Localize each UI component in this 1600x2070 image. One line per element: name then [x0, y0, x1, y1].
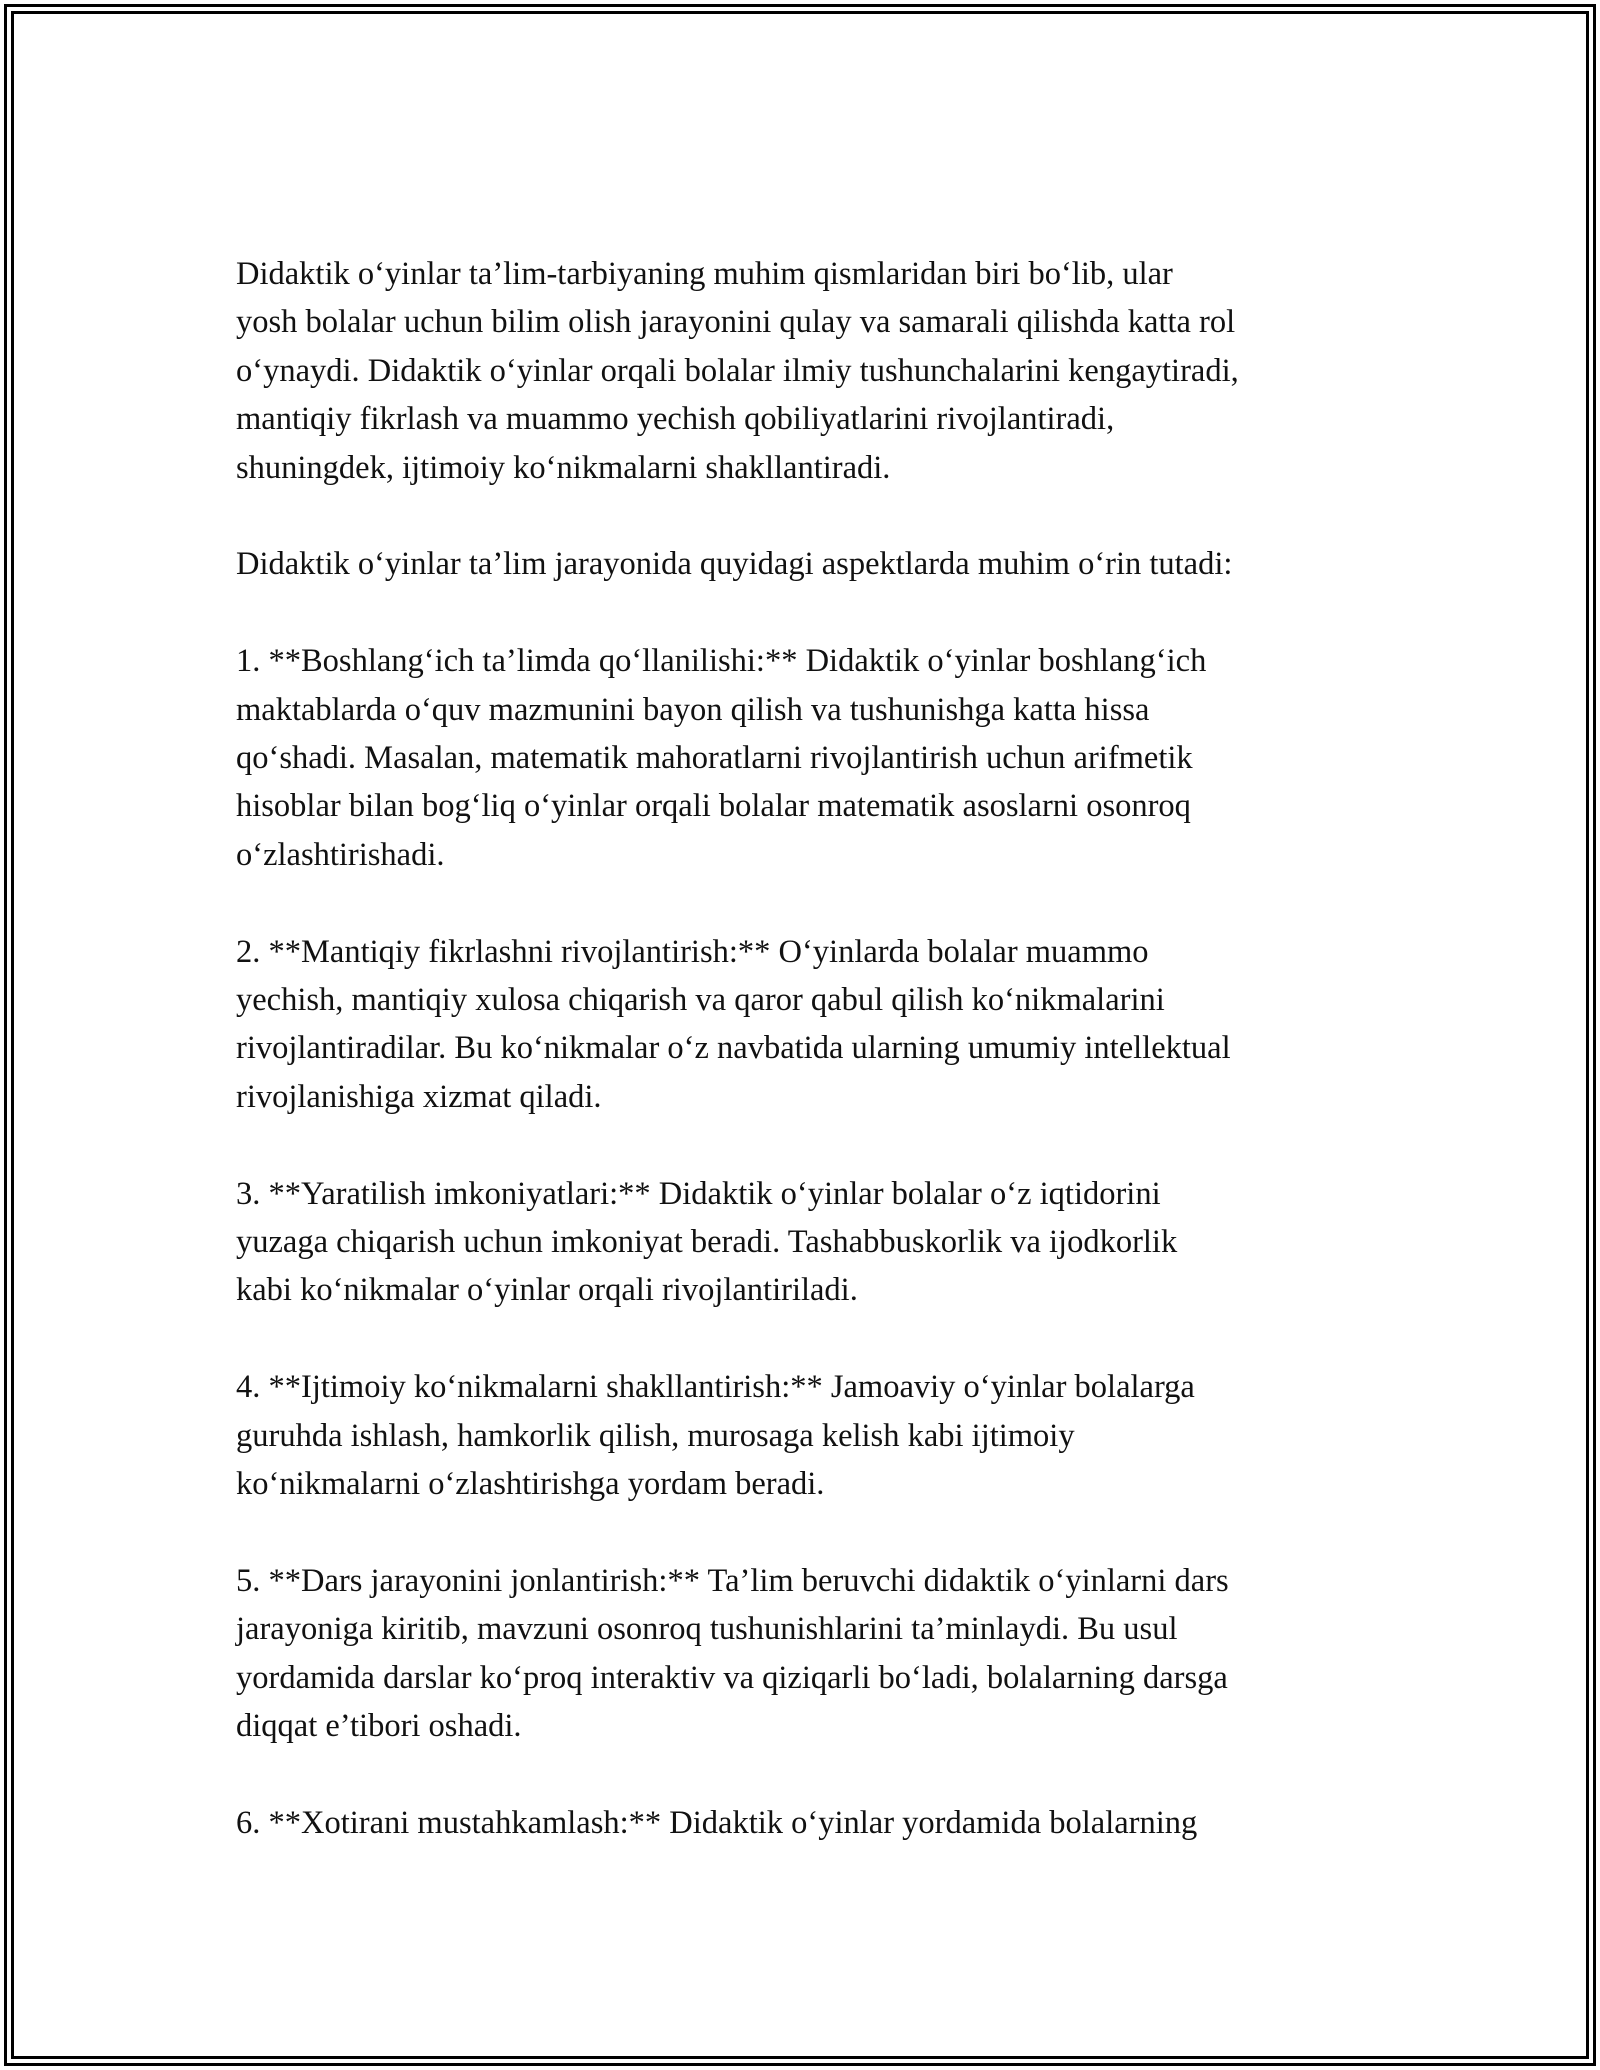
lead-paragraph: Didaktik o‘yinlar ta’lim jarayonida quyidagi aspektlarda muhim o‘rin tutadi:: [236, 546, 1233, 583]
list-item-1: 1. **Boshlang‘ich ta’limda qo‘llanilishi:** Didaktik o‘yinlar boshlang‘ich maktablarda o‘quv mazmunini bayon qilish va tushunishga katta hissa qo‘shadi. Masalan, matematik mahoratlarni rivojlantirish uchun arifmetik hisoblar bilan bog‘liq o‘yinlar orqali bolalar matematik asoslarni osonroq o‘zlashtirishadi.: [236, 643, 1207, 873]
list-item-2: 2. **Mantiqiy fikrlashni rivojlantirish:** O‘yinlarda bolalar muammo yechish, mantiqiy xulosa chiqarish va qaror qabul qilish ko‘nikmalarini rivojlantiradilar. Bu ko‘nikmalar o‘z navbatida ularning umumiy intellektual rivojlanishiga xizmat qiladi.: [236, 933, 1231, 1115]
list-item-5: 5. **Dars jarayonini jonlantirish:** Ta’lim beruvchi didaktik o‘yinlarni dars jarayoniga kiritib, mavzuni osonroq tushunishlarini ta’minlaydi. Bu usul yordamida darslar ko‘proq interaktiv va qiziqarli bo‘ladi, bolalarning darsga diqqat e’tibori oshadi.: [236, 1562, 1229, 1745]
document-body: [236, 250, 1386, 1896]
intro-paragraph: Didaktik o‘yinlar ta’lim-tarbiyaning muhim qismlaridan biri bo‘lib, ular yosh bolalar uchun bilim olish jarayonini qulay va samarali qilishda katta rol o‘ynaydi. Didaktik o‘yinlar orqali bolalar ilmiy tushunchalarini kengaytiradi, mantiqiy fikrlash va muammo yechish qobiliyatlarini rivojlantiradi, shuningdek, ijtimoiy ko‘nikmalarni shakllantiradi.: [236, 256, 1239, 486]
list-item-4: 4. **Ijtimoiy ko‘nikmalarni shakllantirish:** Jamoaviy o‘yinlar bolalarga guruhda ishlash, hamkorlik qilish, murosaga kelish kabi ijtimoiy ko‘nikmalarni o‘zlashtirishga yordam beradi.: [236, 1369, 1195, 1503]
list-item-6: 6. **Xotirani mustahkamlash:** Didaktik o‘yinlar yordamida bolalarning: [236, 1804, 1198, 1841]
list-item-3: 3. **Yaratilish imkoniyatlari:** Didaktik o‘yinlar bolalar o‘z iqtidorini yuzaga chiqarish uchun imkoniyat beradi. Tashabbuskorlik va ijodkorlik kabi ko‘nikmalar o‘yinlar orqali rivojlantiriladi.: [236, 1175, 1178, 1309]
